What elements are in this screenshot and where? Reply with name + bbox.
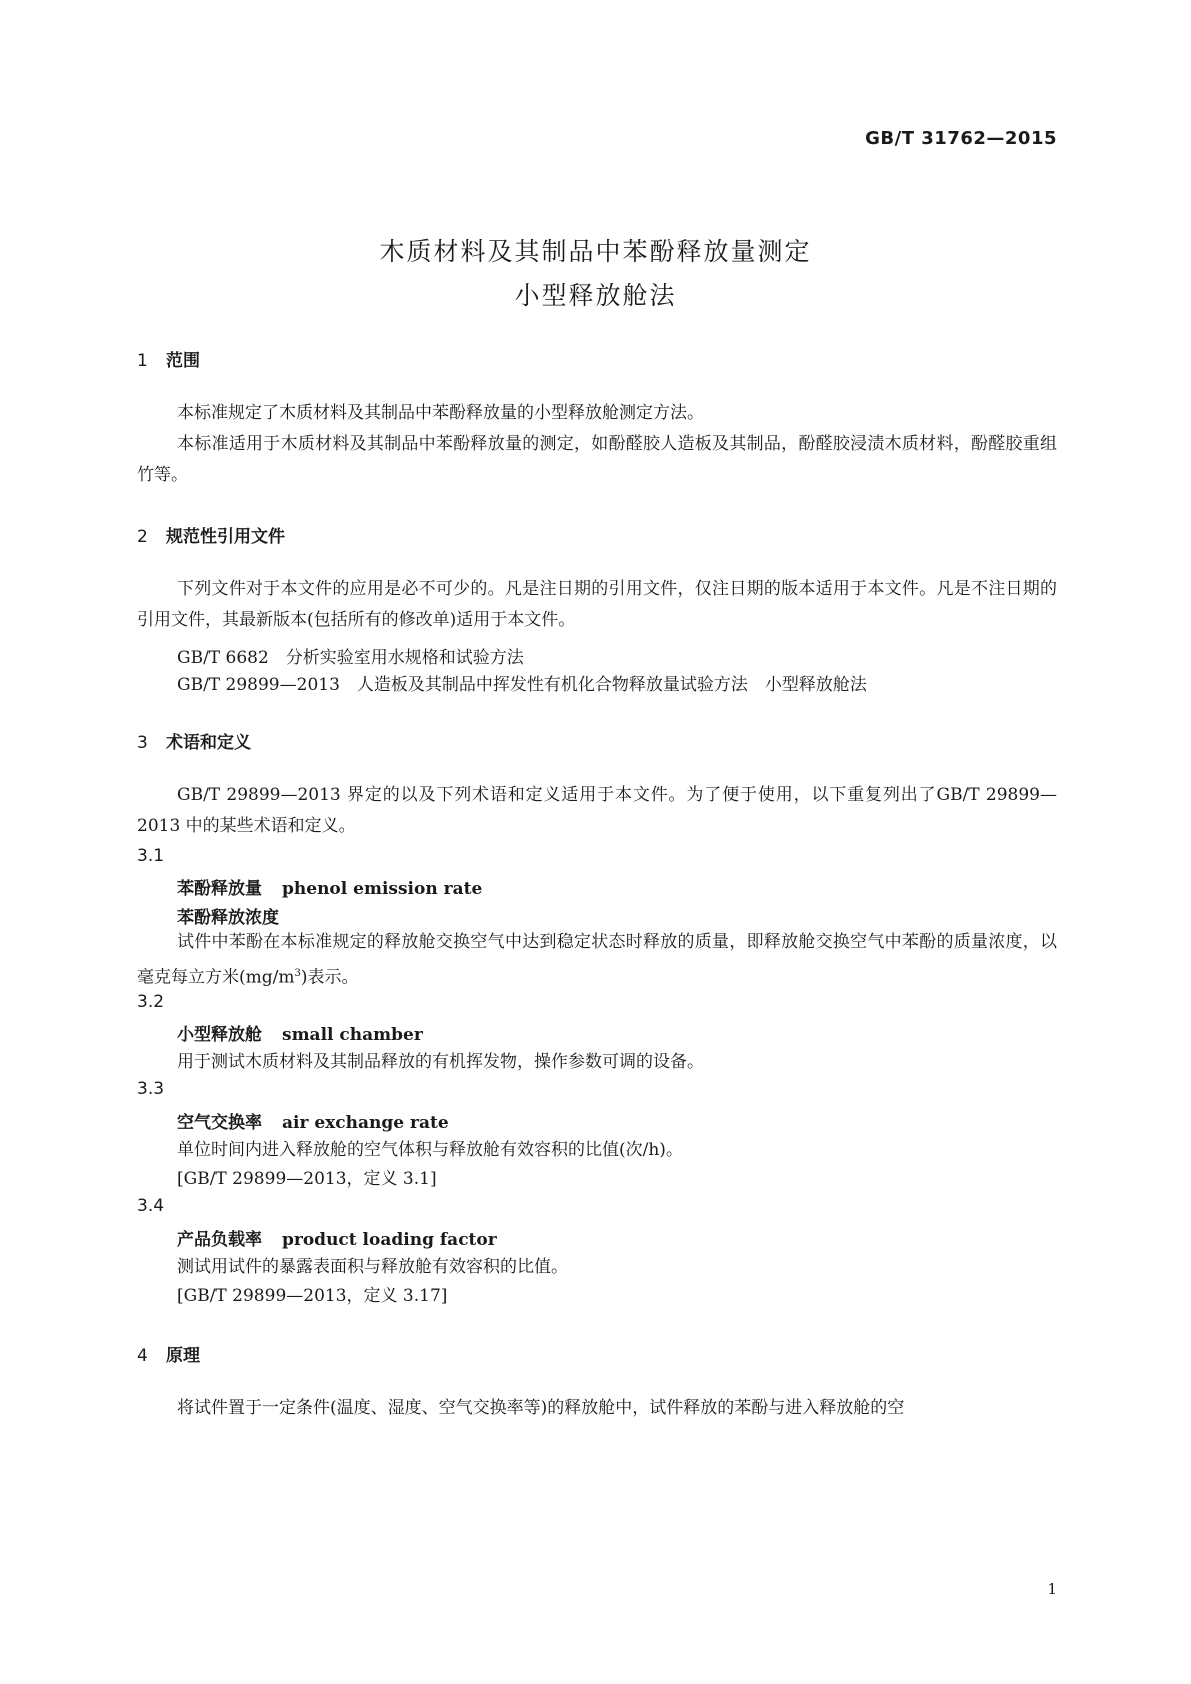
section-title: 规范性引用文件	[166, 527, 285, 547]
term-definition	[137, 927, 1057, 994]
term-name-en: product loading factor	[282, 1230, 497, 1250]
section-title: 原理	[166, 1346, 200, 1366]
term-name-en: air exchange rate	[282, 1113, 449, 1133]
section-heading	[137, 522, 285, 547]
definition-text: 试件中苯酚在本标准规定的释放舱交换空气中达到稳定状态时释放的质量，即释放舱交换空气中苯酚的质量浓度，以毫克每立方米(mg/m	[137, 932, 1057, 988]
term-number: 3.1	[137, 846, 165, 866]
section-number: 1	[137, 351, 148, 371]
term-name-zh: 空气交换率	[177, 1113, 262, 1133]
normative-reference: GB/T 6682 分析实验室用水规格和试验方法	[177, 648, 524, 668]
section-number: 3	[137, 733, 148, 753]
term-heading	[177, 874, 482, 899]
term-name-en: small chamber	[282, 1025, 423, 1045]
term-alt-zh: 苯酚释放浓度	[177, 908, 279, 928]
term-name-zh: 小型释放舱	[177, 1025, 262, 1045]
term-name-en: phenol emission rate	[282, 879, 483, 899]
superscript: 3	[294, 968, 301, 979]
standard-code: GB/T 31762—2015	[865, 128, 1057, 149]
term-name-zh: 产品负载率	[177, 1230, 262, 1250]
term-number: 3.4	[137, 1196, 165, 1216]
section-number: 4	[137, 1346, 148, 1366]
term-number: 3.3	[137, 1079, 165, 1099]
term-heading	[177, 1108, 449, 1133]
term-source: [GB/T 29899—2013，定义 3.1]	[177, 1169, 437, 1189]
term-number: 3.2	[137, 992, 165, 1012]
section-heading	[137, 346, 200, 371]
section-number: 2	[137, 527, 148, 547]
term-alternative	[177, 903, 279, 928]
paragraph: 本标准适用于木质材料及其制品中苯酚释放量的测定，如酚醛胶人造板及其制品，酚醛胶浸渍木质材料，酚醛胶重组竹等。	[137, 434, 1057, 485]
term-definition: 单位时间内进入释放舱的空气体积与释放舱有效容积的比值(次/h)。	[177, 1140, 683, 1160]
section-title: 范围	[166, 351, 200, 371]
term-source: [GB/T 29899—2013，定义 3.17]	[177, 1286, 448, 1306]
term-definition: 测试用试件的暴露表面积与释放舱有效容积的比值。	[177, 1257, 568, 1277]
section-title: 术语和定义	[166, 733, 251, 753]
term-name-zh: 苯酚释放量	[177, 879, 262, 899]
term-heading	[177, 1225, 497, 1250]
document-subtitle: 小型释放舱法	[514, 281, 677, 310]
paragraph: 本标准规定了木质材料及其制品中苯酚释放量的小型释放舱测定方法。	[177, 403, 704, 423]
page-number: 1	[1047, 1580, 1057, 1598]
paragraph: 将试件置于一定条件(温度、湿度、空气交换率等)的释放舱中，试件释放的苯酚与进入释放舱的空	[177, 1398, 905, 1418]
paragraph: 下列文件对于本文件的应用是必不可少的。凡是注日期的引用文件，仅注日期的版本适用于本文件。凡是不注日期的引用文件，其最新版本(包括所有的修改单)适用于本文件。	[137, 579, 1057, 630]
document-title: 木质材料及其制品中苯酚释放量测定	[379, 237, 812, 266]
section-heading	[137, 728, 251, 753]
section-heading	[137, 1341, 200, 1366]
definition-text: )表示。	[300, 967, 359, 988]
term-heading	[177, 1020, 423, 1045]
normative-reference: GB/T 29899—2013 人造板及其制品中挥发性有机化合物释放量试验方法 小型释放舱法	[177, 675, 867, 695]
term-definition: 用于测试木质材料及其制品释放的有机挥发物，操作参数可调的设备。	[177, 1052, 704, 1072]
paragraph: GB/T 29899—2013 界定的以及下列术语和定义适用于本文件。为了便于使用，以下重复列出了GB/T 29899—2013 中的某些术语和定义。	[137, 785, 1057, 836]
